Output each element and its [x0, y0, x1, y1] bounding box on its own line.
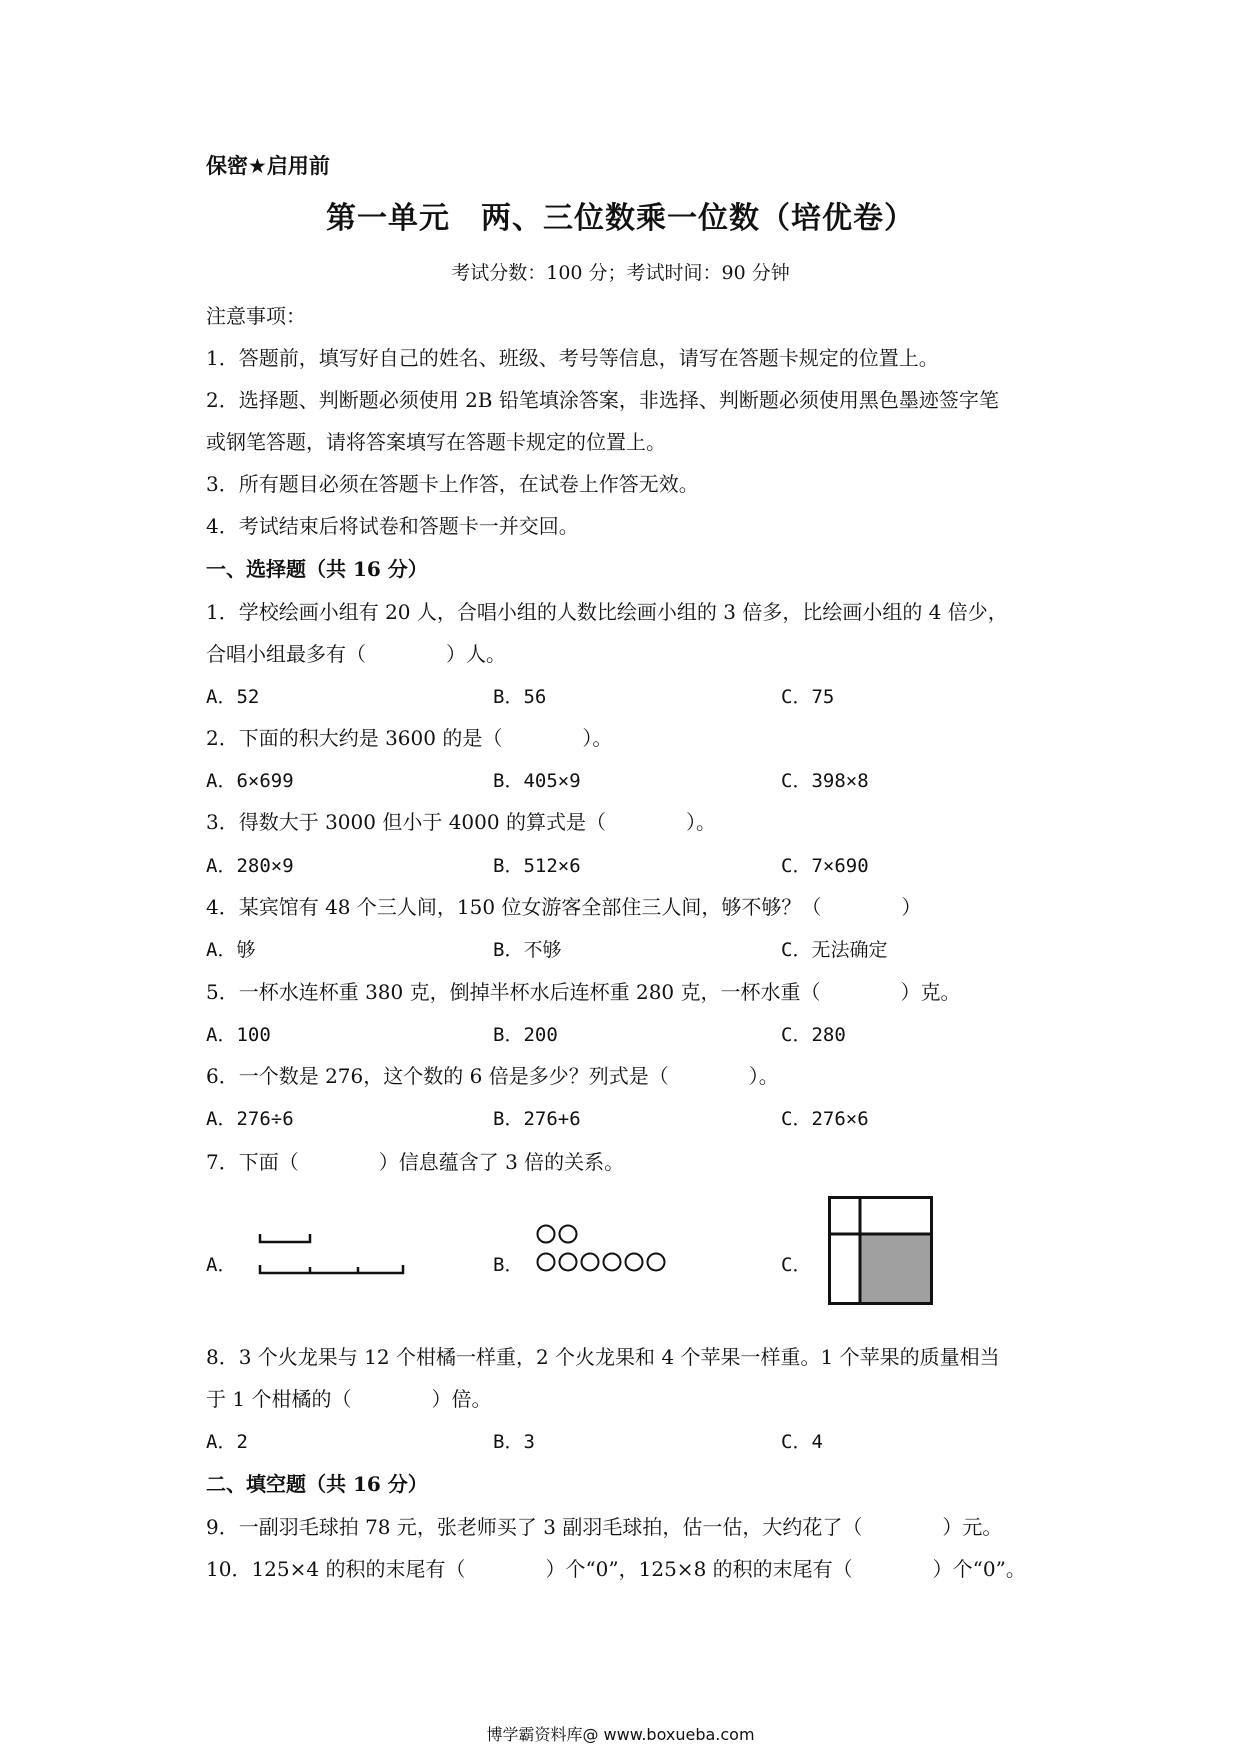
option-b: B．405×9	[493, 770, 581, 792]
option-c: C．	[781, 1254, 812, 1276]
option-b: B．512×6	[493, 855, 581, 877]
question-text: 8．3 个火龙果与 12 个柑橘一样重，2 个火龙果和 4 个苹果一样重。1 个苹果的质量相当	[206, 1345, 1000, 1369]
option-b: B．3	[493, 1431, 535, 1453]
question-text: 10．125×4 的积的末尾有（ ）个“0”，125×8 的积的末尾有（ ）个“0”。	[206, 1557, 1026, 1581]
circle	[604, 1254, 621, 1271]
question-text: 9．一副羽毛球拍 78 元，张老师买了 3 副羽毛球拍，估一估，大约花了（ ）元。	[206, 1515, 1003, 1539]
question-text: 2．下面的积大约是 3600 的是（ ）。	[206, 726, 613, 750]
question-text: 5．一杯水连杯重 380 克，倒掉半杯水后连杯重 280 克，一杯水重（ ）克。	[206, 980, 961, 1004]
circle	[538, 1226, 555, 1243]
short-segment	[260, 1234, 310, 1242]
circles-figure	[535, 1222, 695, 1274]
notes-heading: 注意事项：	[206, 304, 306, 328]
option-a: A．够	[206, 939, 256, 961]
question-text: 3．得数大于 3000 但小于 4000 的算式是（ ）。	[206, 810, 716, 834]
circle	[626, 1254, 643, 1271]
option-c: C．无法确定	[781, 939, 888, 961]
question-text: 合唱小组最多有（ ）人。	[206, 642, 506, 666]
circle	[538, 1254, 555, 1271]
confidential-label: 保密★启用前	[206, 154, 330, 178]
option-a: A．6×699	[206, 770, 294, 792]
question-text: 6．一个数是 276，这个数的 6 倍是多少？列式是（ ）。	[206, 1064, 779, 1088]
question-text: 1．学校绘画小组有 20 人，合唱小组的人数比绘画小组的 3 倍多，比绘画小组的 4 倍少，	[206, 600, 1008, 624]
circle	[560, 1254, 577, 1271]
option-b: B．不够	[493, 939, 562, 961]
option-a: A．280×9	[206, 855, 294, 877]
option-b: B．276+6	[493, 1108, 581, 1130]
circle	[560, 1226, 577, 1243]
option-a: A．100	[206, 1024, 271, 1046]
option-c: C．7×690	[781, 855, 869, 877]
shaded-region	[860, 1234, 931, 1303]
option-a: A．52	[206, 686, 260, 708]
option-c: C．276×6	[781, 1108, 869, 1130]
note-item: 2．选择题、判断题必须使用 2B 铅笔填涂答案，非选择、判断题必须使用黑色墨迹签字笔	[206, 388, 999, 412]
note-item: 4．考试结束后将试卷和答题卡一并交回。	[206, 514, 579, 538]
option-a: A．276÷6	[206, 1108, 294, 1130]
option-a: A．	[206, 1254, 237, 1276]
option-b: B．56	[493, 686, 547, 708]
question-text: 7．下面（ ）信息蕴含了 3 倍的关系。	[206, 1150, 625, 1174]
option-c: C．75	[781, 686, 835, 708]
option-c: C．280	[781, 1024, 846, 1046]
page-title: 第一单元 两、三位数乘一位数（培优卷）	[326, 201, 915, 236]
exam-info: 考试分数：100 分；考试时间：90 分钟	[451, 262, 790, 284]
option-c: C．4	[781, 1431, 823, 1453]
long-segment	[260, 1265, 403, 1273]
circle	[648, 1254, 665, 1271]
option-a: A．2	[206, 1431, 248, 1453]
section-heading-choice: 一、选择题（共 16 分）	[206, 557, 428, 581]
note-item: 或钢笔答题，请将答案填写在答题卡规定的位置上。	[206, 430, 666, 454]
grid-shading-figure	[828, 1196, 934, 1306]
segment-diagram-figure	[255, 1228, 415, 1278]
option-b: B．200	[493, 1024, 558, 1046]
note-item: 1．答题前，填写好自己的姓名、班级、考号等信息，请写在答题卡规定的位置上。	[206, 346, 939, 370]
question-text: 于 1 个柑橘的（ ）倍。	[206, 1387, 492, 1411]
circle	[582, 1254, 599, 1271]
question-text: 4．某宾馆有 48 个三人间，150 位女游客全部住三人间，够不够？（ ）	[206, 895, 922, 919]
note-item: 3．所有题目必须在答题卡上作答，在试卷上作答无效。	[206, 472, 699, 496]
option-b: B．	[493, 1254, 524, 1276]
option-c: C．398×8	[781, 770, 869, 792]
section-heading-fill: 二、填空题（共 16 分）	[206, 1472, 428, 1496]
footer-watermark: 博学霸资料库@ www.boxueba.com	[486, 1725, 755, 1744]
